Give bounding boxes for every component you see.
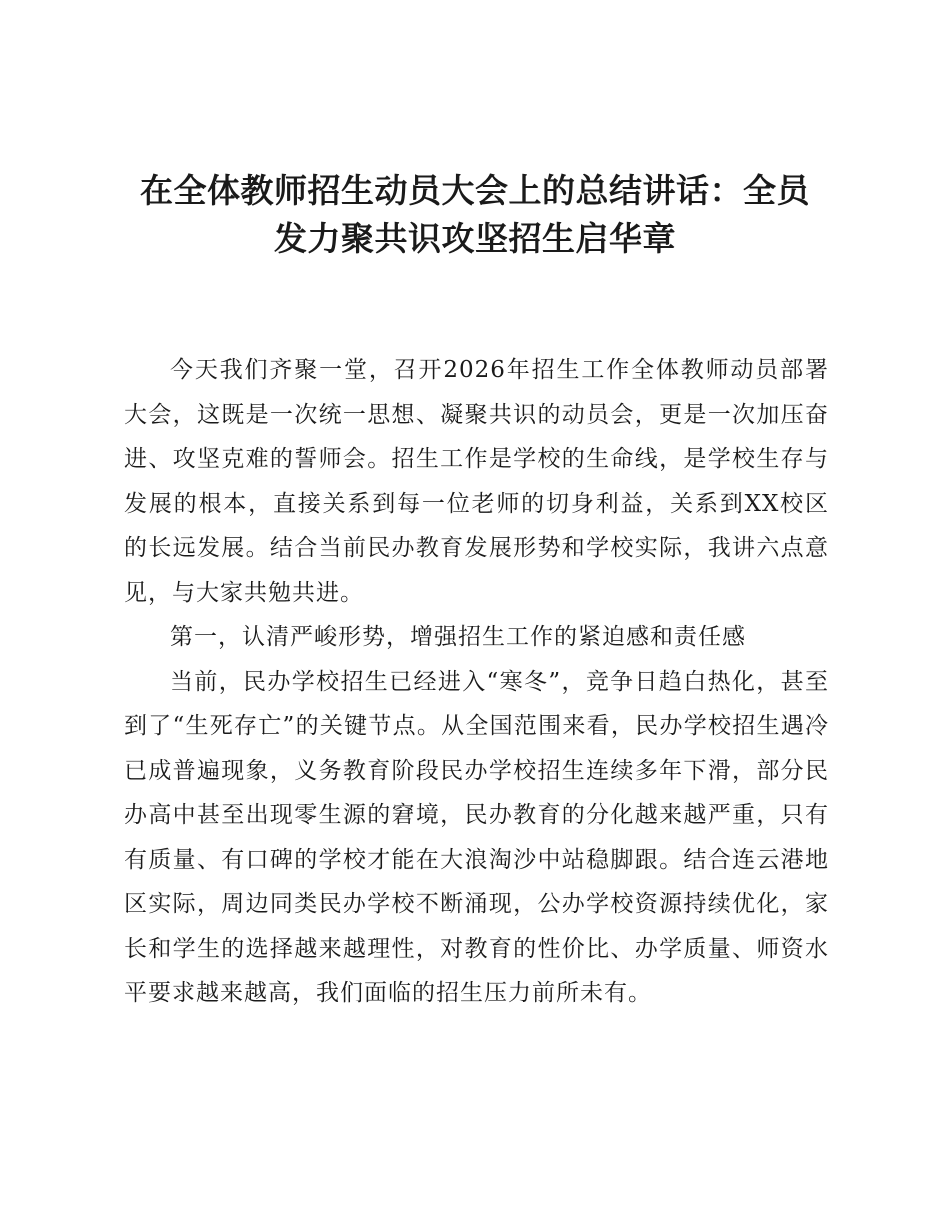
document-body xyxy=(124,348,829,1016)
document-title xyxy=(120,167,830,263)
title-line-2: 发力聚共识攻坚招生启华章 xyxy=(274,219,676,258)
section-heading-1: 第一，认清严峻形势，增强招生工作的紧迫感和责任感 xyxy=(170,624,746,650)
paragraph-situation: 当前，民办学校招生已经进入“寒冬”，竞争日趋白热化，甚至到了“生死存亡”的关键节点。从全国范围来看，民办学校招生遇冷已成普遍现象，义务教育阶段民办学校招生连续多年下滑，部分民办高中甚至出现零生源的窘境，民办教育的分化越来越严重，只有有质量、有口碑的学校才能在大浪淘沙中站稳脚跟。结合连云港地区实际，周边同类民办学校不断涌现，公办学校资源持续优化，家长和学生的选择越来越理性，对教育的性价比、办学质量、师资水平要求越来越高，我们面临的招生压力前所未有。 xyxy=(124,668,829,1006)
paragraph-intro: 今天我们齐聚一堂，召开2026年招生工作全体教师动员部署大会，这既是一次统一思想、凝聚共识的动员会，更是一次加压奋进、攻坚克难的誓师会。招生工作是学校的生命线，是学校生存与发展的根本，直接关系到每一位老师的切身利益，关系到XX校区的长远发展。结合当前民办教育发展形势和学校实际，我讲六点意见，与大家共勉共进。 xyxy=(124,357,829,606)
title-line-1: 在全体教师招生动员大会上的总结讲话：全员 xyxy=(140,171,810,210)
